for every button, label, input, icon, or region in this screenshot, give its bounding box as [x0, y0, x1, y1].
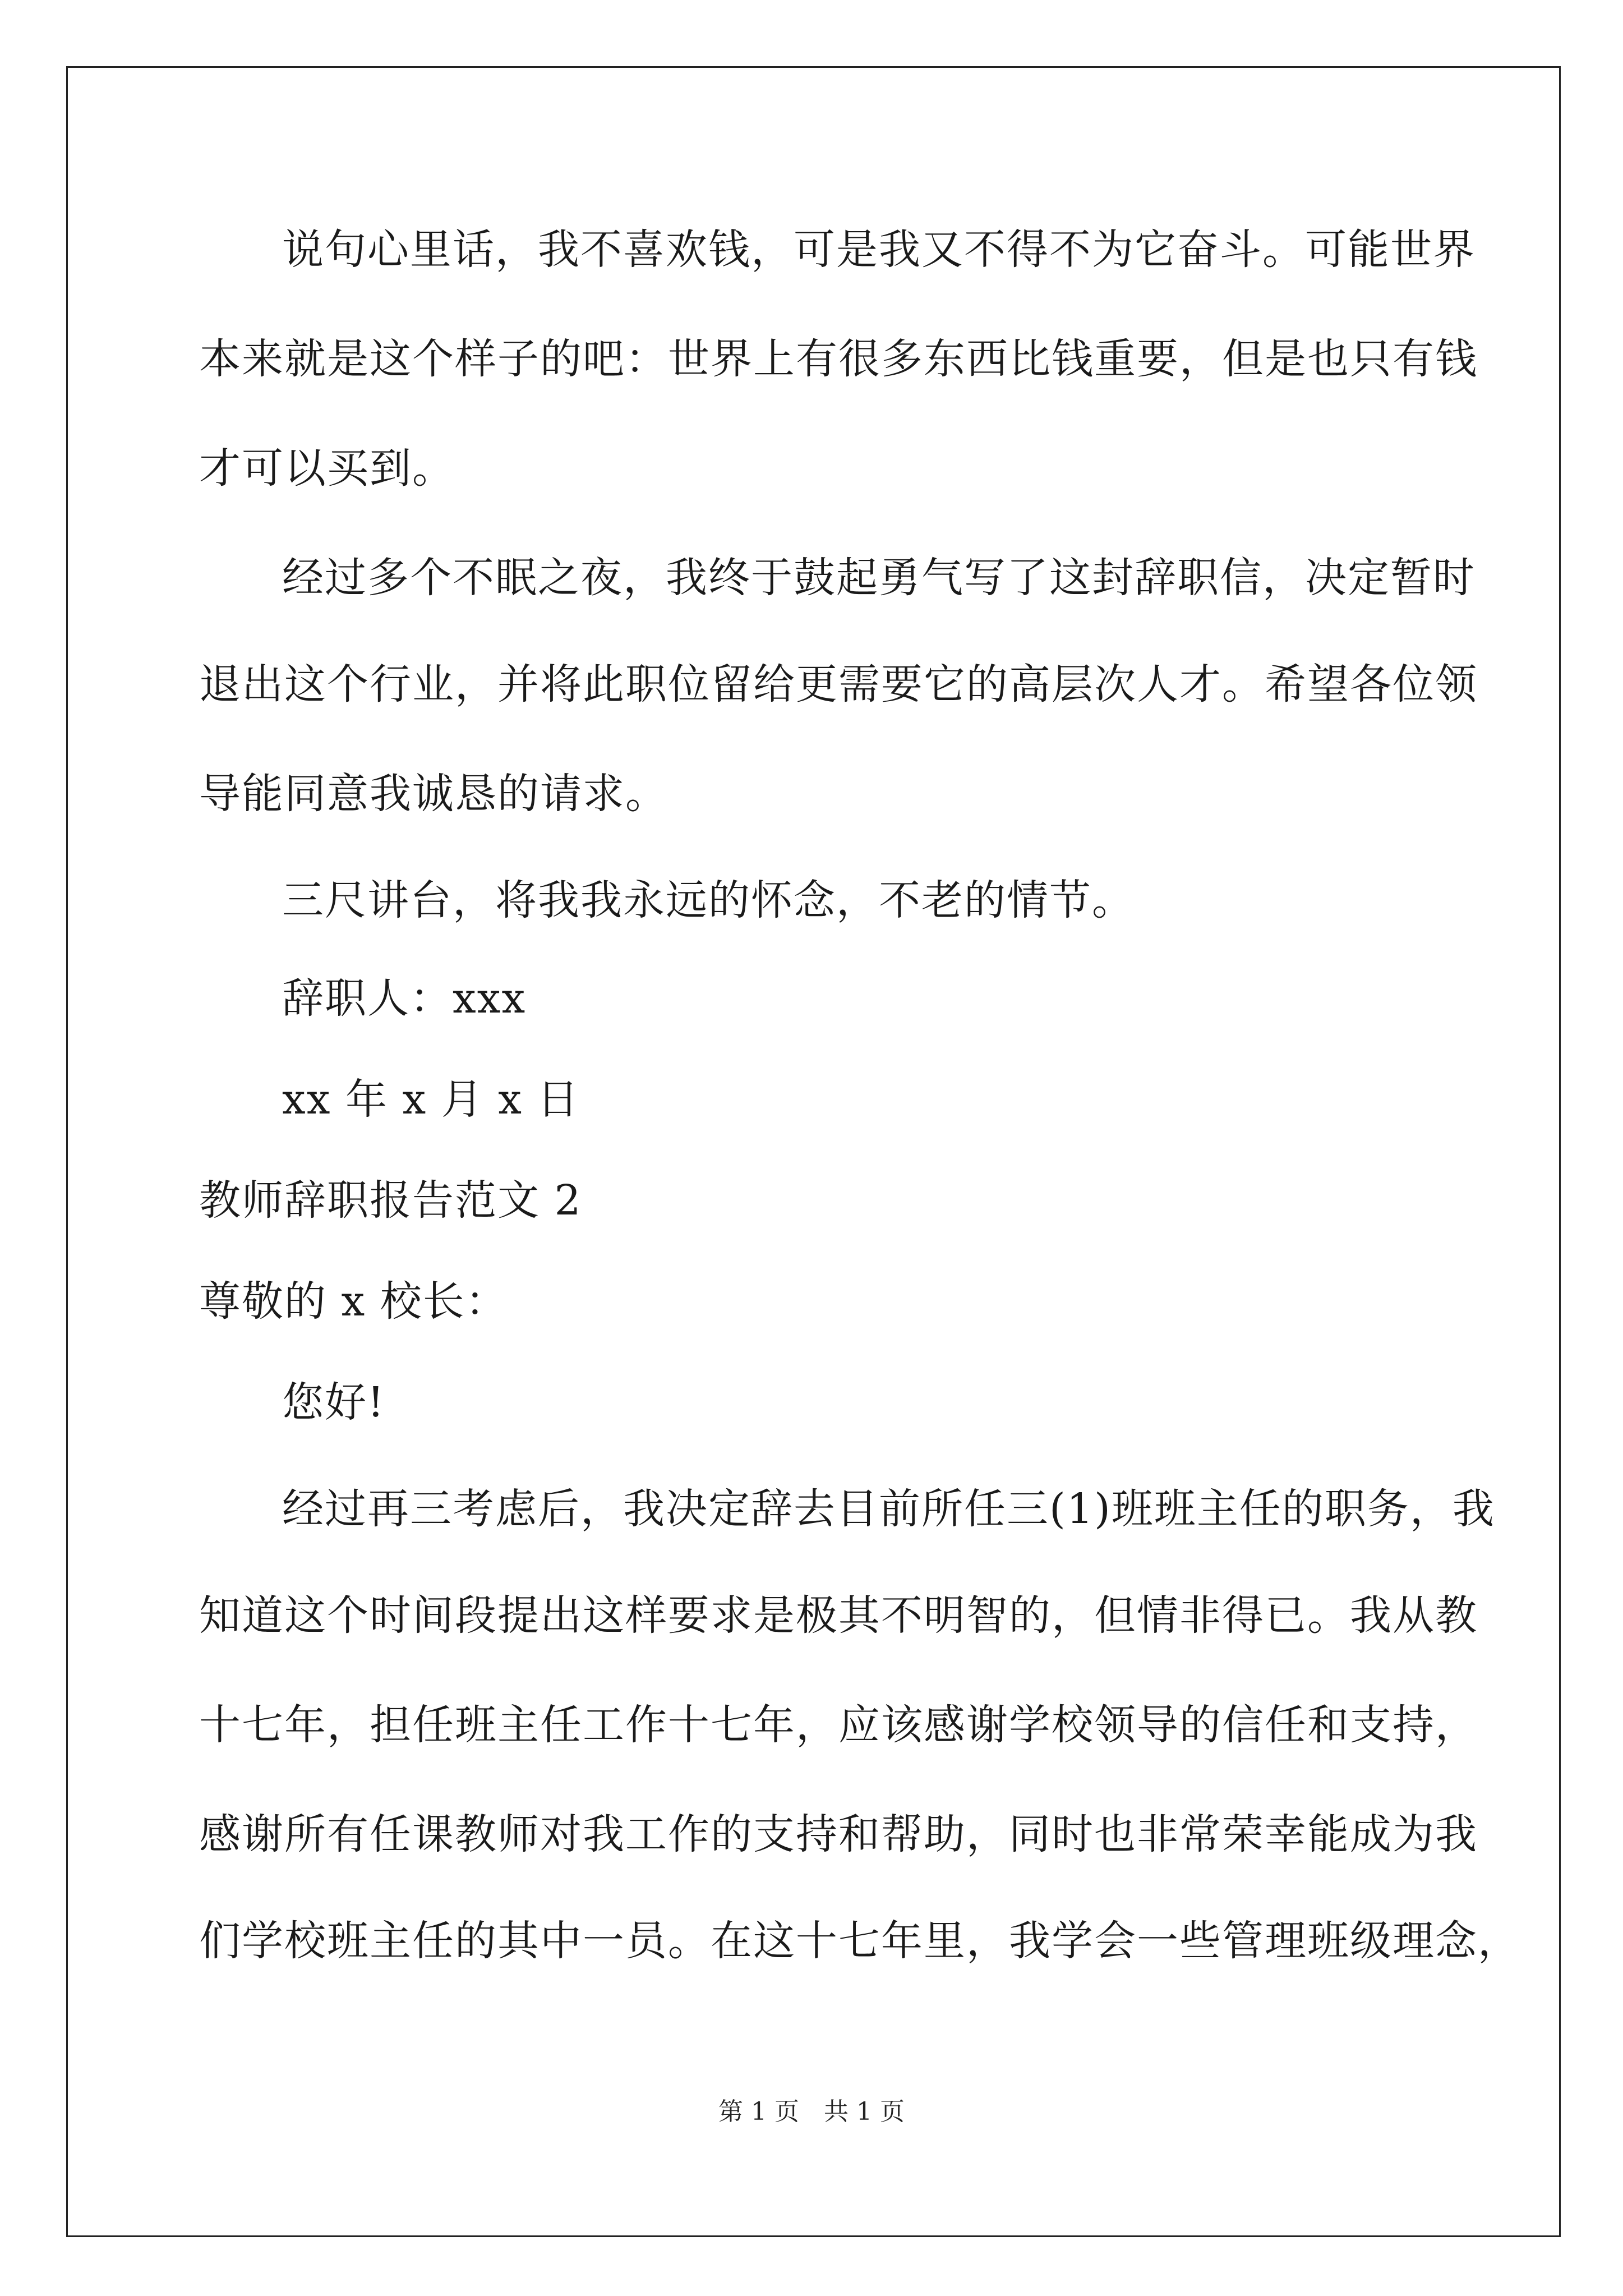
paragraph-line: 说句心里话，我不喜欢钱，可是我又不得不为它奋斗。可能世界 [282, 226, 1476, 274]
paragraph-line: 本来就是这个样子的吧：世界上有很多东西比钱重要，但是也只有钱 [199, 335, 1478, 383]
paragraph-line: 十七年，担任班主任工作十七年，应该感谢学校领导的信任和支持， [199, 1701, 1478, 1749]
paragraph-line: 感谢所有任课教师对我工作的支持和帮助，同时也非常荣幸能成为我 [199, 1810, 1478, 1858]
paragraph-line: 退出这个行业，并将此职位留给更需要它的高层次人才。希望各位领 [199, 660, 1478, 708]
greeting: 您好! [282, 1378, 385, 1427]
section-title: 教师辞职报告范文 2 [199, 1176, 582, 1225]
paragraph-line: 经过再三考虑后，我决定辞去目前所任三(1)班班主任的职务，我 [282, 1485, 1495, 1533]
paragraph-line: 经过多个不眠之夜，我终于鼓起勇气写了这封辞职信，决定暂时 [282, 554, 1476, 602]
date-line: xx 年 x 月 x 日 [282, 1075, 580, 1124]
salutation: 尊敬的 x 校长： [199, 1277, 508, 1326]
signature-line: 辞职人：xxx [282, 974, 527, 1023]
page-border [66, 66, 1561, 2237]
paragraph-line: 知道这个时间段提出这样要求是极其不明智的，但情非得已。我从教 [199, 1591, 1478, 1640]
paragraph-line: 导能同意我诚恳的请求。 [199, 770, 668, 818]
paragraph-line: 们学校班主任的其中一员。在这十七年里，我学会一些管理班级理念， [199, 1917, 1520, 1965]
paragraph-line: 才可以买到。 [199, 444, 455, 493]
paragraph-line: 三尺讲台，将我我永远的怀念，不老的情节。 [282, 876, 1135, 924]
page-footer: 第 1 页 共 1 页 [718, 2097, 905, 2126]
